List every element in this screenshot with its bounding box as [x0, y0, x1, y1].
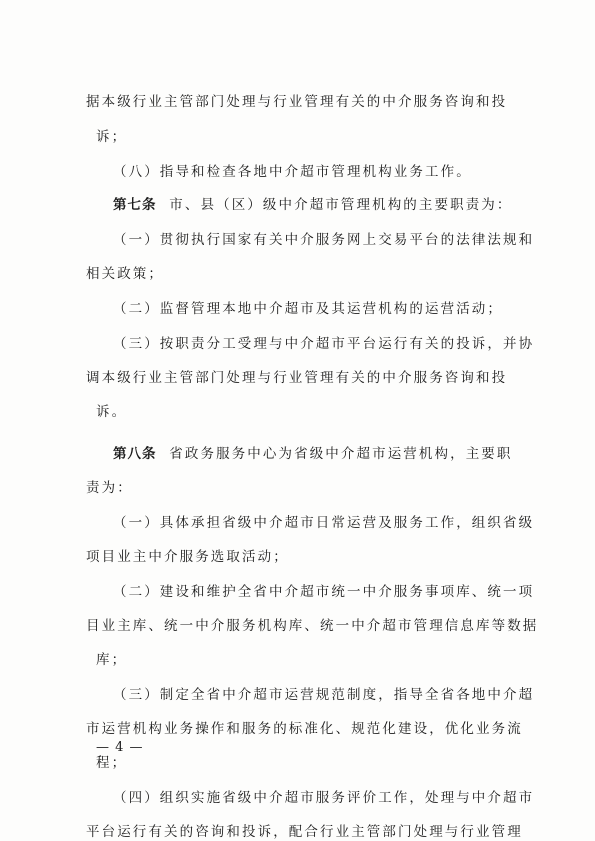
text-line: 库； [96, 652, 128, 668]
text-line: （四）组织实施省级中介超市服务评价工作，处理与中介超市 [113, 790, 535, 806]
article-heading: 第七条 [113, 197, 157, 213]
text-line: 调本级行业主管部门处理与行业管理有关的中介服务咨询和投 [86, 370, 508, 386]
article-heading: 第八条 [113, 446, 157, 462]
text-line: 相关政策； [86, 266, 164, 282]
text-line: （二）监督管理本地中介超市及其运营机构的运营活动； [113, 301, 503, 317]
text-line: （二）建设和维护全省中介超市统一中介服务事项库、统一项 [113, 584, 535, 600]
text-line: 平台运行有关的咨询和投诉，配合行业主管部门处理与行业管理 [86, 824, 523, 840]
article-7-line [86, 196, 521, 214]
text-line: 市运营机构业务操作和服务的标准化、规范化建设，优化业务流 [86, 721, 523, 737]
text-line: （一）具体承担省级中介超市日常运营及服务工作，组织省级 [113, 515, 535, 531]
article-8-line [86, 445, 521, 463]
text-line: 目业主库、统一中介服务机构库、统一中介超市管理信息库等数据 [86, 618, 539, 634]
text-line: （八）指导和检查各地中介超市管理机构业务工作。 [113, 164, 472, 180]
text-span: 市、县（区）级中介超市管理机构的主要职责为： [169, 197, 513, 213]
text-line: 诉。 [96, 404, 128, 420]
text-line: 据本级行业主管部门处理与行业管理有关的中介服务咨询和投 [86, 94, 508, 110]
document-body [86, 93, 539, 841]
text-line: 责为： [86, 480, 133, 496]
text-line: （三）制定全省中介超市运营规范制度，指导全省各地中介超 [113, 687, 535, 703]
page-number: — 4 — [96, 740, 144, 755]
text-span: 省政务服务中心为省级中介超市运营机构，主要职 [169, 446, 513, 462]
text-line: 项目业主中介服务选取活动； [86, 549, 289, 565]
text-line: 程； [96, 755, 128, 771]
text-line: 诉； [96, 129, 128, 145]
text-line: （三）按职责分工受理与中介超市平台运行有关的投诉，并协 [113, 336, 535, 352]
text-line: （一）贯彻执行国家有关中介服务网上交易平台的法律法规和 [113, 232, 535, 248]
